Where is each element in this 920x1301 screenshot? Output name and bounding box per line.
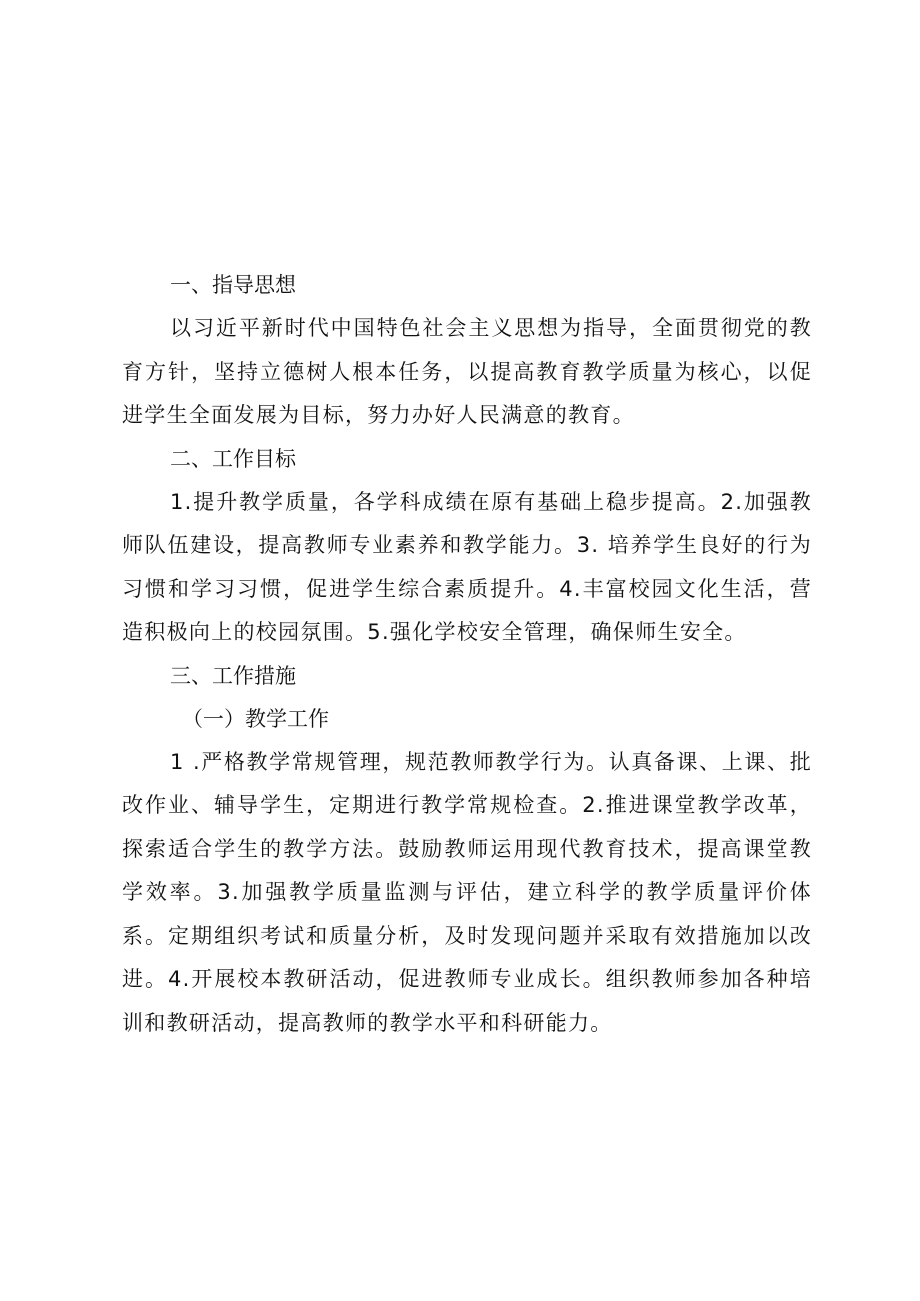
- section-paragraph-teaching-work: 1 .严格教学常规管理，规范教师教学行为。认真备课、上课、批改作业、辅导学生，定期进行教学常规检查。2.推进课堂教学改革，探索适合学生的教学方法。鼓励教师运用现代教育技术，提高课堂教学效率。3.加强教学质量监测与评估，建立科学的教学质量评价体系。定期组织考试和质量分析，及时发现问题并采取有效措施加以改进。4.开展校本教研活动，促进教师专业成长。组织教师参加各种培训和教研活动，提高教师的教学水平和科研能力。: [122, 749, 812, 1035]
- subsection-heading-teaching-work: （一）教学工作: [182, 706, 329, 731]
- section-heading-guiding-ideology: 一、指导思想: [170, 273, 296, 297]
- document-body: [122, 264, 812, 1045]
- section-heading-work-goals: 二、工作目标: [170, 446, 296, 471]
- section-paragraph-guiding-ideology: 以习近平新时代中国特色社会主义思想为指导，全面贯彻党的教育方针，坚持立德树人根本任务，以提高教育教学质量为核心，以促进学生全面发展为目标，努力办好人民满意的教育。: [122, 316, 812, 427]
- section-paragraph-work-goals: 1.提升教学质量，各学科成绩在原有基础上稳步提高。2.加强教师队伍建设，提高教师专业素养和教学能力。3. 培养学生良好的行为习惯和学习习惯，促进学生综合素质提升。4.丰富校园文化生活，营造积极向上的校园氛围。5.强化学校安全管理，确保师生安全。: [122, 489, 812, 644]
- section-heading-work-measures: 三、工作措施: [170, 663, 296, 688]
